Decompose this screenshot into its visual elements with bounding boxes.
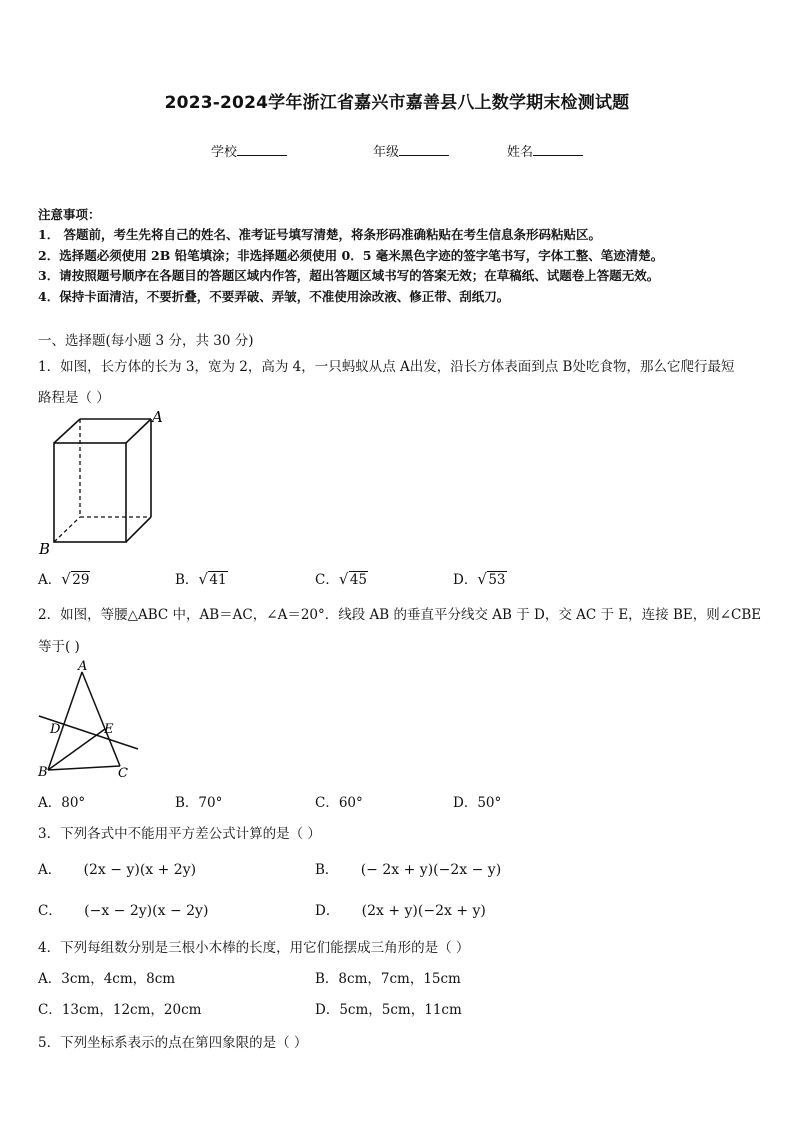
school-field bbox=[211, 141, 287, 160]
name-blank bbox=[533, 143, 583, 156]
q3-option-d[interactable] bbox=[315, 899, 486, 919]
q4-option-a[interactable]: A．3cm，4cm，8cm bbox=[38, 971, 176, 987]
q1-label-a: A bbox=[152, 408, 163, 426]
school-label: 学校 bbox=[211, 145, 238, 160]
q1-option-a[interactable] bbox=[38, 568, 90, 588]
q5-stem: 5．下列坐标系表示的点在第四象限的是（ ） bbox=[38, 1035, 308, 1051]
q2-label-d: D bbox=[50, 722, 61, 737]
q4-stem: 4．下列每组数分别是三根小木棒的长度，用它们能摆成三角形的是（ ） bbox=[38, 940, 470, 956]
q2-option-a[interactable]: A．80° bbox=[38, 795, 86, 811]
notes-heading: 注意事项： bbox=[38, 207, 101, 222]
q4-option-d[interactable]: D．5cm，5cm，11cm bbox=[315, 1002, 462, 1018]
q1-option-c-value: 45 bbox=[349, 572, 368, 588]
q3-option-b-expr: (− 2x + y)(−2x − y) bbox=[360, 862, 502, 878]
name-label: 姓名 bbox=[507, 145, 534, 160]
sqrt-symbol: √ 45 bbox=[338, 570, 368, 588]
q2-triangle-figure bbox=[36, 656, 146, 784]
q1-option-a-value: 29 bbox=[72, 572, 90, 588]
q1-option-b[interactable] bbox=[175, 568, 228, 588]
q2-label-b: B bbox=[38, 765, 48, 780]
q2-stem-line2: 等于( ) bbox=[38, 639, 80, 655]
q3-option-c-expr: (−x − 2y)(x − 2y) bbox=[84, 903, 209, 919]
q1-option-d-value: 53 bbox=[488, 572, 506, 588]
q1-option-d[interactable] bbox=[453, 568, 507, 588]
q2-option-b[interactable]: B．70° bbox=[175, 795, 223, 811]
section-heading: 一、选择题(每小题 3 分，共 30 分) bbox=[38, 333, 254, 349]
sqrt-symbol: √ 53 bbox=[477, 570, 506, 588]
q1-option-c-letter: C． bbox=[315, 572, 339, 588]
q1-option-a-letter: A． bbox=[38, 572, 62, 588]
q2-option-c[interactable]: C．60° bbox=[315, 795, 363, 811]
q2-label-a: A bbox=[78, 659, 88, 674]
note-item-1: 1． 答题前，考生先将自己的姓名、准考证号填写清楚，将条形码准确粘贴在考生信息条形码粘贴区。 bbox=[38, 227, 602, 242]
grade-label: 年级 bbox=[373, 145, 400, 160]
grade-blank bbox=[399, 143, 449, 156]
sqrt-symbol: √ 41 bbox=[198, 570, 227, 588]
q3-option-b[interactable] bbox=[315, 858, 501, 878]
q1-label-b: B bbox=[39, 540, 51, 556]
note-item-2: 2．选择题必须使用 2B 铅笔填涂；非选择题必须使用 0．5 毫米黑色字迹的签字笔书写，字体工整、笔迹清楚。 bbox=[38, 248, 664, 263]
q3-option-d-letter: D． bbox=[315, 903, 340, 919]
school-blank bbox=[237, 143, 287, 156]
q1-option-c[interactable] bbox=[315, 568, 368, 588]
q3-option-b-letter: B． bbox=[315, 862, 339, 878]
q1-stem-line1: 1．如图，长方体的长为 3，宽为 2，高为 4，一只蚂蚁从点 A出发，沿长方体表面到点 B处吃食物，那么它爬行最短 bbox=[38, 359, 735, 375]
note-item-4: 4．保持卡面清洁，不要折叠，不要弄破、弄皱，不准使用涂改液、修正带、刮纸刀。 bbox=[38, 289, 510, 304]
q3-option-a-letter: A． bbox=[38, 862, 62, 878]
name-field bbox=[507, 141, 583, 160]
q1-stem-line2: 路程是（ ） bbox=[38, 390, 110, 406]
q2-option-d[interactable]: D．50° bbox=[453, 795, 502, 811]
q2-label-c: C bbox=[118, 766, 128, 781]
page-title: 2023-2024学年浙江省嘉兴市嘉善县八上数学期末检测试题 bbox=[164, 93, 630, 113]
q3-stem: 3．下列各式中不能用平方差公式计算的是（ ） bbox=[38, 826, 321, 842]
q3-option-c[interactable] bbox=[38, 899, 208, 919]
q3-option-c-letter: C． bbox=[38, 903, 62, 919]
q2-label-e: E bbox=[104, 722, 114, 737]
q1-option-d-letter: D． bbox=[453, 572, 478, 588]
q3-option-a[interactable] bbox=[38, 858, 196, 878]
q1-option-b-letter: B． bbox=[175, 572, 199, 588]
note-item-3: 3．请按照题号顺序在各题目的答题区域内作答，超出答题区域书写的答案无效；在草稿纸、试题卷上答题无效。 bbox=[38, 268, 660, 283]
grade-field bbox=[373, 141, 449, 160]
q4-option-b[interactable]: B．8cm，7cm，15cm bbox=[315, 971, 461, 987]
q3-option-a-expr: (2x − y)(x + 2y) bbox=[83, 862, 197, 878]
q3-option-d-expr: (2x + y)(−2x + y) bbox=[361, 903, 486, 919]
q1-option-b-value: 41 bbox=[209, 572, 227, 588]
sqrt-symbol: √ 29 bbox=[61, 570, 90, 588]
q2-stem-line1: 2．如图，等腰△ABC 中，AB＝AC，∠A＝20°．线段 AB 的垂直平分线交 AB 于 D，交 AC 于 E，连接 BE，则∠CBE bbox=[38, 607, 762, 623]
q1-cuboid-figure bbox=[36, 408, 171, 556]
q4-option-c[interactable]: C．13cm，12cm，20cm bbox=[38, 1002, 202, 1018]
